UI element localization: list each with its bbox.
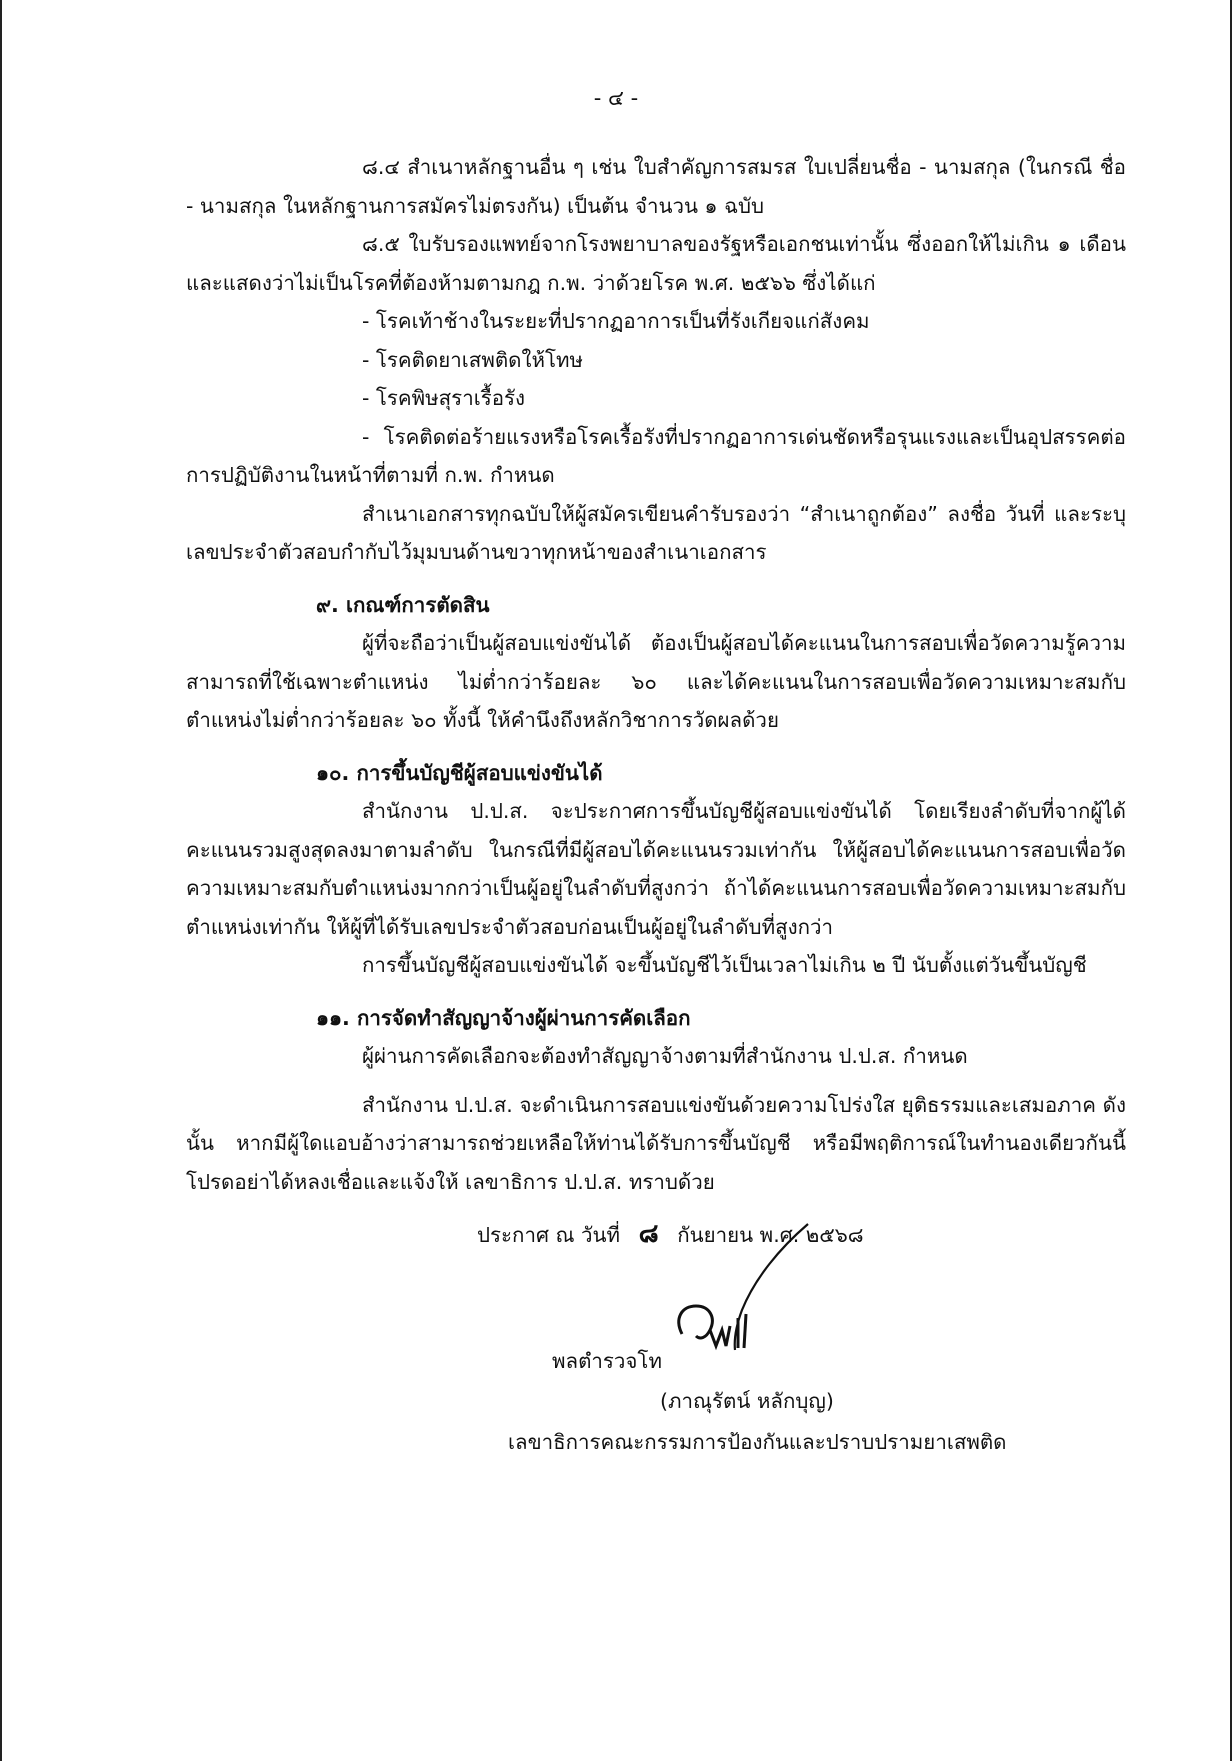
closing-paragraph: สำนักงาน ป.ป.ส. จะดำเนินการสอบแข่งขันด้วยความโปร่งใส ยุติธรรมและเสมอภาค ดังนั้น หากมีผู้ใดแอบอ้างว่าสามารถช่วยเหลือให้ท่านได้รับการขึ้นบัญชี หรือมีพฤติการณ์ในทำนองเดียวกันนี้ โปรดอย่าได้หลงเชื่อและแจ้งให้ เลขาธิการ ป.ป.ส. ทราบด้วย bbox=[186, 1092, 1126, 1194]
disease-item-2: - โรคติดยาเสพติดให้โทษ bbox=[362, 347, 584, 372]
announce-day: ๘ bbox=[638, 1219, 659, 1249]
section-9-body: ผู้ที่จะถือว่าเป็นผู้สอบแข่งขันได้ ต้องเป็นผู้สอบได้คะแนนในการสอบเพื่อวัดความรู้ความสามารถที่ใช้เฉพาะตำแหน่ง ไม่ต่ำกว่าร้อยละ ๖๐ และได้คะแนนในการสอบเพื่อวัดความเหมาะสมกับตำแหน่งไม่ต่ำกว่าร้อยละ ๖๐ ทั้งนี้ ให้คำนึงถึงหลักวิชาการวัดผลด้วย bbox=[186, 631, 1126, 732]
announce-prefix: ประกาศ ณ วันที่ bbox=[477, 1223, 621, 1247]
signatory-rank: พลตำรวจโท bbox=[552, 1349, 662, 1373]
announcement-date bbox=[477, 1213, 864, 1254]
item-8-4: ๘.๔ สำเนาหลักฐานอื่น ๆ เช่น ใบสำคัญการสมรส ใบเปลี่ยนชื่อ - นามสกุล (ในกรณี ชื่อ - นามสกุล ในหลักฐานการสมัครไม่ตรงกัน) เป็นต้น จำนวน ๑ ฉบับ bbox=[186, 155, 1126, 218]
section-10-body: สำนักงาน ป.ป.ส. จะประกาศการขึ้นบัญชีผู้สอบแข่งขันได้ โดยเรียงลำดับที่จากผู้ได้คะแนนรวมสูงสุดลงมาตามลำดับ ในกรณีที่มีผู้สอบได้คะแนนรวมเท่ากัน ให้ผู้สอบได้คะแนนการสอบเพื่อวัดความเหมาะสมกับตำแหน่งมากกว่าเป็นผู้อยู่ในลำดับที่สูงกว่า ถ้าได้คะแนนการสอบเพื่อวัดความเหมาะสมกับตำแหน่งเท่ากัน ให้ผู้ที่ได้รับเลขประจำตัวสอบก่อนเป็นผู้อยู่ในลำดับที่สูงกว่า bbox=[186, 799, 1126, 939]
section-11-heading: ๑๑. การจัดทำสัญญาจ้างผู้ผ่านการคัดเลือก bbox=[316, 1005, 691, 1030]
section-10-body-2: การขึ้นบัญชีผู้สอบแข่งขันได้ จะขึ้นบัญชีไว้เป็นเวลาไม่เกิน ๒ ปี นับตั้งแต่วันขึ้นบัญชี bbox=[362, 953, 1087, 977]
disease-item-4: - โรคติดต่อร้ายแรงหรือโรคเรื้อรังที่ปรากฏอาการเด่นชัดหรือรุนแรงและเป็นอุปสรรคต่อการปฏิบัติงานในหน้าที่ตามที่ ก.พ. กำหนด bbox=[186, 424, 1126, 487]
disease-item-3: - โรคพิษสุราเรื้อรัง bbox=[362, 386, 526, 410]
scan-edge-left bbox=[0, 0, 2, 1761]
disease-item-1: - โรคเท้าช้างในระยะที่ปรากฏอาการเป็นที่รังเกียจแก่สังคม bbox=[362, 309, 870, 333]
section-11-body: ผู้ผ่านการคัดเลือกจะต้องทำสัญญาจ้างตามที่สำนักงาน ป.ป.ส. กำหนด bbox=[362, 1044, 968, 1068]
section-10-heading: ๑๐. การขึ้นบัญชีผู้สอบแข่งขันได้ bbox=[316, 760, 603, 785]
copy-certification-note: สำเนาเอกสารทุกฉบับให้ผู้สมัครเขียนคำรับรองว่า “สำเนาถูกต้อง” ลงชื่อ วันที่ และระบุเลขประจำตัวสอบกำกับไว้มุมบนด้านขวาทุกหน้าของสำเนาเอกสาร bbox=[186, 501, 1126, 564]
page-number: - ๔ - bbox=[593, 86, 639, 110]
document-body bbox=[186, 148, 1126, 1201]
signatory-position: เลขาธิการคณะกรรมการป้องกันและปราบปรามยาเสพติด bbox=[508, 1430, 1007, 1454]
section-9-heading: ๙. เกณฑ์การตัดสิน bbox=[316, 592, 490, 617]
announce-month-year: กันยายน พ.ศ. ๒๕๖๘ bbox=[677, 1223, 864, 1247]
signatory-name: (ภาณุรัตน์ หลักบุญ) bbox=[660, 1389, 834, 1413]
item-8-5: ๘.๕ ใบรับรองแพทย์จากโรงพยาบาลของรัฐหรือเอกชนเท่านั้น ซึ่งออกให้ไม่เกิน ๑ เดือน และแสดงว่าไม่เป็นโรคที่ต้องห้ามตามกฎ ก.พ. ว่าด้วยโรค พ.ศ. ๒๕๖๖ ซึ่งได้แก่ bbox=[186, 232, 1126, 295]
